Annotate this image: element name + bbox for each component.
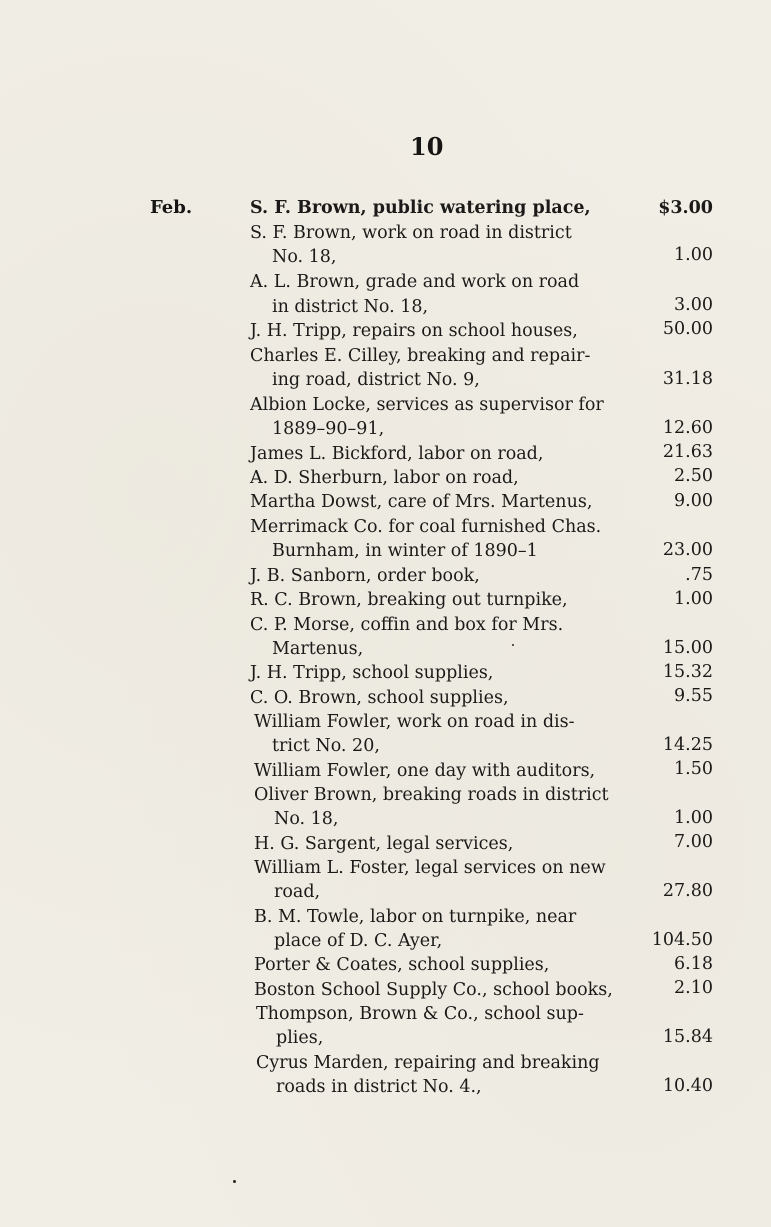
entry-line: J. B. Sanborn, order book,: [250, 566, 480, 586]
entry-amount: 2.10: [674, 978, 713, 998]
entry-line: C. P. Morse, coffin and box for Mrs.: [250, 615, 564, 635]
entry-line: road,: [274, 882, 321, 902]
entry-line: William Fowler, one day with auditors,: [254, 761, 596, 781]
entry-line: Martenus,: [272, 639, 364, 659]
entry-line: 1889–90–91,: [272, 419, 385, 439]
entry-line: H. G. Sargent, legal services,: [254, 834, 514, 854]
month-label: Feb.: [150, 197, 193, 218]
entry-line: plies,: [276, 1028, 324, 1048]
entry-amount: 3.00: [674, 295, 713, 315]
entry-amount: 9.00: [674, 491, 713, 511]
entry-amount: 50.00: [662, 319, 713, 339]
entry-amount: 1.00: [674, 589, 713, 609]
entry-line: Charles E. Cilley, breaking and repair-: [250, 346, 591, 366]
entry-line: A. D. Sherburn, labor on road,: [250, 468, 519, 488]
entry-line: J. H. Tripp, school supplies,: [250, 663, 494, 683]
entry-line: Oliver Brown, breaking roads in district: [254, 785, 609, 805]
entry-line: S. F. Brown, public watering place,: [250, 198, 591, 218]
entry-amount: 1.00: [674, 808, 713, 828]
entry-line: Boston School Supply Co., school books,: [254, 980, 613, 1000]
entry-amount: 23.00: [662, 540, 713, 560]
entry-line: roads in district No. 4.,: [276, 1077, 482, 1097]
entry-amount: 9.55: [674, 686, 713, 706]
entry-line: Merrimack Co. for coal furnished Chas.: [250, 517, 602, 537]
entry-amount: 27.80: [662, 881, 713, 901]
entry-line: Porter & Coates, school supplies,: [254, 955, 550, 975]
entry-line: William Fowler, work on road in dis-: [254, 712, 575, 732]
entry-line: William L. Foster, legal services on new: [254, 858, 606, 878]
ink-speck: [233, 1180, 236, 1183]
entry-amount: 1.50: [674, 759, 713, 779]
entry-line: Albion Locke, services as supervisor for: [250, 395, 604, 415]
entry-line: Martha Dowst, care of Mrs. Martenus,: [250, 492, 593, 512]
entry-line: A. L. Brown, grade and work on road: [250, 272, 580, 292]
entry-line: Thompson, Brown & Co., school sup-: [256, 1004, 584, 1024]
entry-line: James L. Bickford, labor on road,: [250, 444, 544, 464]
entry-amount: $3.00: [658, 198, 713, 218]
entry-line: B. M. Towle, labor on turnpike, near: [254, 907, 577, 927]
entry-line: No. 18,: [272, 247, 337, 267]
entry-amount: 2.50: [674, 466, 713, 486]
entry-amount: 15.00: [662, 638, 713, 658]
entry-line: in district No. 18,: [272, 297, 429, 317]
entry-amount: 15.84: [662, 1027, 713, 1047]
entry-line: S. F. Brown, work on road in district: [250, 223, 572, 243]
entry-amount: .75: [685, 565, 713, 585]
entry-amount: 15.32: [662, 662, 713, 682]
entry-amount: 14.25: [662, 735, 713, 755]
entry-line: Burnham, in winter of 1890–1: [272, 541, 538, 561]
entry-amount: 1.00: [674, 245, 713, 265]
entry-line: J. H. Tripp, repairs on school houses,: [250, 321, 578, 341]
entry-line: R. C. Brown, breaking out turnpike,: [250, 590, 568, 610]
entry-line: C. O. Brown, school supplies,: [250, 688, 509, 708]
entry-amount: 12.60: [662, 418, 713, 438]
entry-amount: 6.18: [674, 954, 713, 974]
entry-amount: 21.63: [662, 442, 713, 462]
entry-amount: 31.18: [662, 369, 713, 389]
entry-line: place of D. C. Ayer,: [274, 931, 443, 951]
entry-line: ing road, district No. 9,: [272, 370, 480, 390]
entry-amount: 7.00: [674, 832, 713, 852]
entry-amount: 104.50: [651, 930, 713, 950]
ink-speck: [512, 644, 514, 646]
entry-line: trict No. 20,: [272, 736, 380, 756]
entry-line: No. 18,: [274, 809, 339, 829]
page-number: 10: [410, 132, 444, 161]
entry-line: Cyrus Marden, repairing and breaking: [256, 1053, 600, 1073]
entry-amount: 10.40: [662, 1076, 713, 1096]
